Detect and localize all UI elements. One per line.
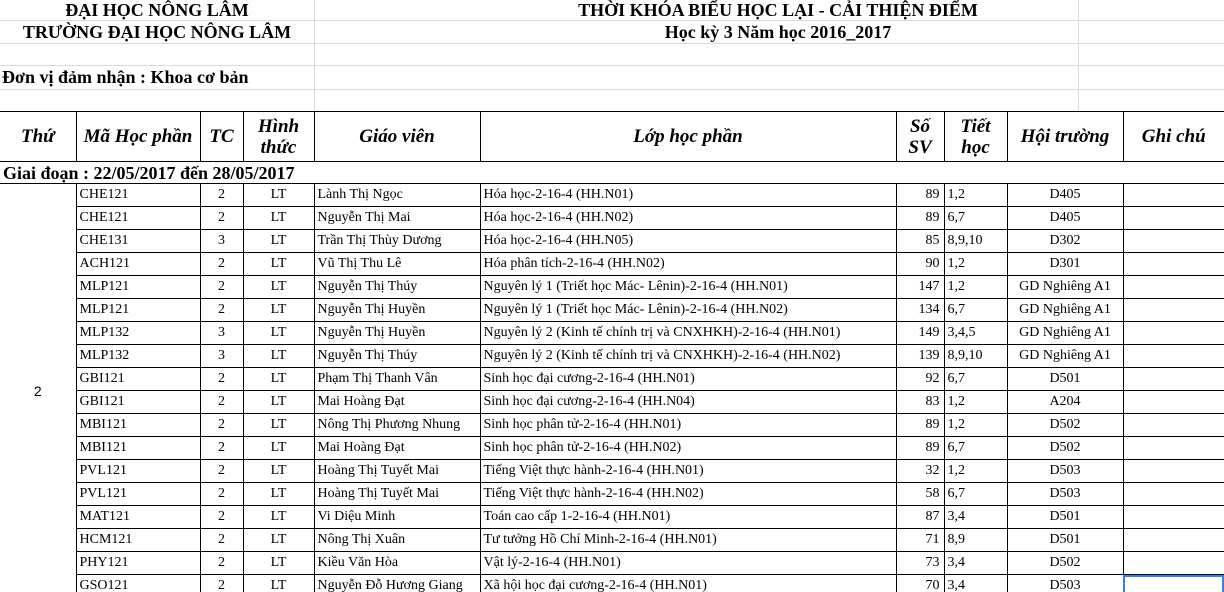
gridline (1078, 0, 1079, 111)
col-header-class[interactable]: Lớp học phần (480, 112, 896, 162)
table-row (0, 207, 1224, 230)
gridline (314, 0, 315, 111)
class-cell[interactable]: Tiếng Việt thực hành-2-16-4 (HH.N01) (480, 460, 896, 483)
credits-cell[interactable]: 2 (200, 368, 243, 391)
format-cell[interactable]: LT (243, 506, 314, 529)
format-cell[interactable]: LT (243, 299, 314, 322)
course-code-cell[interactable]: HCM121 (76, 529, 200, 552)
periods-cell[interactable]: 1,2 (944, 184, 1007, 207)
room-cell[interactable]: D503 (1007, 575, 1123, 592)
course-code-cell[interactable]: MAT121 (76, 506, 200, 529)
teacher-cell[interactable]: Nông Thị Xuân (314, 529, 480, 552)
note-cell[interactable] (1123, 184, 1224, 207)
room-cell[interactable]: D501 (1007, 368, 1123, 391)
col-header-format-line1: Hình (257, 115, 300, 137)
table-row (0, 276, 1224, 299)
table-row (0, 391, 1224, 414)
teacher-cell[interactable]: Trần Thị Thùy Dương (314, 230, 480, 253)
note-cell[interactable] (1123, 230, 1224, 253)
credits-cell[interactable]: 2 (200, 483, 243, 506)
credits-cell[interactable]: 2 (200, 575, 243, 592)
students-cell[interactable]: 90 (896, 253, 944, 276)
students-cell[interactable]: 89 (896, 184, 944, 207)
format-cell[interactable]: LT (243, 437, 314, 460)
class-cell[interactable]: Hóa học-2-16-4 (HH.N01) (480, 184, 896, 207)
column-header-row (0, 112, 1224, 162)
note-cell[interactable] (1123, 299, 1224, 322)
table-row (0, 253, 1224, 276)
stage-label[interactable]: Giai đoạn : 22/05/2017 đến 28/05/2017 (0, 162, 1224, 184)
format-cell[interactable]: LT (243, 575, 314, 592)
col-header-course-code[interactable]: Mã Học phần (76, 112, 200, 162)
students-cell[interactable]: 32 (896, 460, 944, 483)
note-cell[interactable] (1123, 345, 1224, 368)
course-code-cell[interactable]: ACH121 (76, 253, 200, 276)
course-code-cell[interactable]: MLP132 (76, 322, 200, 345)
course-code-cell[interactable]: PHY121 (76, 552, 200, 575)
note-cell[interactable] (1123, 391, 1224, 414)
course-code-cell[interactable]: MBI121 (76, 414, 200, 437)
format-cell[interactable]: LT (243, 529, 314, 552)
class-cell[interactable]: Hóa học-2-16-4 (HH.N05) (480, 230, 896, 253)
students-cell[interactable]: 85 (896, 230, 944, 253)
room-cell[interactable]: D502 (1007, 414, 1123, 437)
room-cell[interactable]: A204 (1007, 391, 1123, 414)
credits-cell[interactable]: 3 (200, 230, 243, 253)
credits-cell[interactable]: 2 (200, 437, 243, 460)
col-header-periods-line1: Tiết (960, 115, 991, 137)
course-code-cell[interactable]: MLP121 (76, 299, 200, 322)
teacher-cell[interactable]: Nguyễn Thị Thúy (314, 345, 480, 368)
credits-cell[interactable]: 2 (200, 276, 243, 299)
format-cell[interactable]: LT (243, 391, 314, 414)
class-cell[interactable]: Sinh học phân tử-2-16-4 (HH.N01) (480, 414, 896, 437)
credits-cell[interactable]: 2 (200, 414, 243, 437)
format-cell[interactable]: LT (243, 483, 314, 506)
table-row (0, 345, 1224, 368)
periods-cell[interactable]: 6,7 (944, 483, 1007, 506)
course-code-cell[interactable]: CHE121 (76, 207, 200, 230)
col-header-format-line2: thức (260, 136, 297, 158)
note-cell[interactable] (1123, 414, 1224, 437)
course-code-cell[interactable]: MLP121 (76, 276, 200, 299)
room-cell[interactable]: D503 (1007, 460, 1123, 483)
stage-row (0, 162, 1224, 184)
teacher-cell[interactable]: Nguyễn Thị Huyền (314, 299, 480, 322)
table-row (0, 230, 1224, 253)
class-cell[interactable]: Nguyên lý 2 (Kinh tế chính trị và CNXHKH)-2-16-4 (HH.N01) (480, 322, 896, 345)
format-cell[interactable]: LT (243, 276, 314, 299)
credits-cell[interactable]: 2 (200, 460, 243, 483)
teacher-cell[interactable]: Nguyễn Thị Mai (314, 207, 480, 230)
course-code-cell[interactable]: GSO121 (76, 575, 200, 592)
students-cell[interactable]: 87 (896, 506, 944, 529)
periods-cell[interactable]: 6,7 (944, 368, 1007, 391)
room-cell[interactable]: D301 (1007, 253, 1123, 276)
schedule-table (0, 111, 1224, 592)
format-cell[interactable]: LT (243, 322, 314, 345)
col-header-periods-line2: học (961, 136, 990, 158)
periods-cell[interactable]: 3,4 (944, 506, 1007, 529)
class-cell[interactable]: Xã hội học đại cương-2-16-4 (HH.N01) (480, 575, 896, 592)
col-header-students[interactable] (896, 112, 944, 162)
room-cell[interactable]: D302 (1007, 230, 1123, 253)
school-name: TRƯỜNG ĐẠI HỌC NÔNG LÂM (22, 22, 292, 42)
class-cell[interactable]: Tiếng Việt thực hành-2-16-4 (HH.N02) (480, 483, 896, 506)
format-cell[interactable]: LT (243, 345, 314, 368)
course-code-cell[interactable]: GBI121 (76, 391, 200, 414)
credits-cell[interactable]: 2 (200, 529, 243, 552)
periods-cell[interactable]: 1,2 (944, 276, 1007, 299)
students-cell[interactable]: 139 (896, 345, 944, 368)
format-cell[interactable]: LT (243, 230, 314, 253)
col-header-students-line2: SV (908, 136, 932, 158)
periods-cell[interactable]: 1,2 (944, 253, 1007, 276)
room-cell[interactable]: D501 (1007, 529, 1123, 552)
col-header-format[interactable] (243, 112, 314, 162)
col-header-day[interactable]: Thứ (0, 112, 76, 162)
credits-cell[interactable]: 2 (200, 552, 243, 575)
note-cell[interactable] (1123, 575, 1224, 592)
note-cell[interactable] (1123, 253, 1224, 276)
department-label: Đơn vị đảm nhận : Khoa cơ bản (2, 67, 249, 87)
room-cell[interactable]: GD Nghiêng A1 (1007, 299, 1123, 322)
course-code-cell[interactable]: GBI121 (76, 368, 200, 391)
col-header-room[interactable]: Hội trường (1007, 112, 1123, 162)
periods-cell[interactable]: 8,9 (944, 529, 1007, 552)
credits-cell[interactable]: 2 (200, 207, 243, 230)
col-header-note[interactable]: Ghi chú (1123, 112, 1224, 162)
note-cell[interactable] (1123, 460, 1224, 483)
table-row (0, 529, 1224, 552)
col-header-teacher[interactable]: Giáo viên (314, 112, 480, 162)
teacher-cell[interactable]: Hoàng Thị Tuyết Mai (314, 483, 480, 506)
format-cell[interactable]: LT (243, 552, 314, 575)
table-row (0, 414, 1224, 437)
course-code-cell[interactable]: MLP132 (76, 345, 200, 368)
note-cell[interactable] (1123, 437, 1224, 460)
students-cell[interactable]: 70 (896, 575, 944, 592)
students-cell[interactable]: 83 (896, 391, 944, 414)
class-cell[interactable]: Tư tưởng Hồ Chí Minh-2-16-4 (HH.N01) (480, 529, 896, 552)
students-cell[interactable]: 58 (896, 483, 944, 506)
note-cell[interactable] (1123, 276, 1224, 299)
credits-cell[interactable]: 2 (200, 506, 243, 529)
room-cell[interactable]: D502 (1007, 552, 1123, 575)
table-row (0, 322, 1224, 345)
room-cell[interactable]: D502 (1007, 437, 1123, 460)
course-code-cell[interactable]: MBI121 (76, 437, 200, 460)
class-cell[interactable]: Hóa phân tích-2-16-4 (HH.N02) (480, 253, 896, 276)
format-cell[interactable]: LT (243, 368, 314, 391)
class-cell[interactable]: Sinh học đại cương-2-16-4 (HH.N04) (480, 391, 896, 414)
class-cell[interactable]: Nguyên lý 1 (Triết học Mác- Lênin)-2-16-4 (HH.N02) (480, 299, 896, 322)
table-row (0, 506, 1224, 529)
course-code-cell[interactable]: CHE121 (76, 184, 200, 207)
class-cell[interactable]: Nguyên lý 2 (Kinh tế chính trị và CNXHKH)-2-16-4 (HH.N02) (480, 345, 896, 368)
note-cell[interactable] (1123, 506, 1224, 529)
periods-cell[interactable]: 1,2 (944, 460, 1007, 483)
gridline (0, 89, 1224, 90)
note-cell[interactable] (1123, 552, 1224, 575)
room-cell[interactable]: D501 (1007, 506, 1123, 529)
teacher-cell[interactable]: Kiều Văn Hòa (314, 552, 480, 575)
teacher-cell[interactable]: Lành Thị Ngọc (314, 184, 480, 207)
table-row (0, 184, 1224, 207)
table-row (0, 299, 1224, 322)
periods-cell[interactable]: 3,4,5 (944, 322, 1007, 345)
note-cell[interactable] (1123, 322, 1224, 345)
class-cell[interactable]: Hóa học-2-16-4 (HH.N02) (480, 207, 896, 230)
periods-cell[interactable]: 3,4 (944, 575, 1007, 592)
course-code-cell[interactable]: PVL121 (76, 460, 200, 483)
note-cell[interactable] (1123, 483, 1224, 506)
teacher-cell[interactable]: Nông Thị Phương Nhung (314, 414, 480, 437)
periods-cell[interactable]: 6,7 (944, 207, 1007, 230)
periods-cell[interactable]: 3,4 (944, 552, 1007, 575)
table-row (0, 437, 1224, 460)
format-cell[interactable]: LT (243, 184, 314, 207)
students-cell[interactable]: 71 (896, 529, 944, 552)
periods-cell[interactable]: 8,9,10 (944, 345, 1007, 368)
periods-cell[interactable]: 6,7 (944, 437, 1007, 460)
table-row (0, 483, 1224, 506)
students-cell[interactable]: 73 (896, 552, 944, 575)
course-code-cell[interactable]: PVL121 (76, 483, 200, 506)
format-cell[interactable]: LT (243, 460, 314, 483)
format-cell[interactable]: LT (243, 207, 314, 230)
note-cell[interactable] (1123, 529, 1224, 552)
room-cell[interactable]: D503 (1007, 483, 1123, 506)
room-cell[interactable]: GD Nghiêng A1 (1007, 345, 1123, 368)
students-cell[interactable]: 89 (896, 437, 944, 460)
credits-cell[interactable]: 2 (200, 253, 243, 276)
note-cell[interactable] (1123, 368, 1224, 391)
credits-cell[interactable]: 3 (200, 345, 243, 368)
table-row (0, 552, 1224, 575)
class-cell[interactable]: Vật lý-2-16-4 (HH.N01) (480, 552, 896, 575)
room-cell[interactable]: GD Nghiêng A1 (1007, 322, 1123, 345)
teacher-cell[interactable]: Vũ Thị Thu Lê (314, 253, 480, 276)
class-cell[interactable]: Toán cao cấp 1-2-16-4 (HH.N01) (480, 506, 896, 529)
room-cell[interactable]: D405 (1007, 207, 1123, 230)
university-name: ĐẠI HỌC NÔNG LÂM (65, 0, 249, 20)
teacher-cell[interactable]: Mai Hoàng Đạt (314, 437, 480, 460)
periods-cell[interactable]: 6,7 (944, 299, 1007, 322)
note-cell[interactable] (1123, 207, 1224, 230)
students-cell[interactable]: 92 (896, 368, 944, 391)
class-cell[interactable]: Sinh học đại cương-2-16-4 (HH.N01) (480, 368, 896, 391)
table-row (0, 460, 1224, 483)
col-header-credits[interactable]: TC (200, 112, 243, 162)
semester-subtitle: Học kỳ 3 Năm học 2016_2017 (664, 22, 892, 42)
format-cell[interactable]: LT (243, 253, 314, 276)
day-cell[interactable]: 2 (0, 184, 76, 592)
students-cell[interactable]: 89 (896, 207, 944, 230)
room-cell[interactable]: D405 (1007, 184, 1123, 207)
students-cell[interactable]: 89 (896, 414, 944, 437)
table-row (0, 575, 1224, 592)
course-code-cell[interactable]: CHE131 (76, 230, 200, 253)
credits-cell[interactable]: 3 (200, 322, 243, 345)
format-cell[interactable]: LT (243, 414, 314, 437)
credits-cell[interactable]: 2 (200, 299, 243, 322)
col-header-periods[interactable] (944, 112, 1007, 162)
teacher-cell[interactable]: Phạm Thị Thanh Vân (314, 368, 480, 391)
class-cell[interactable]: Sinh học phân tử-2-16-4 (HH.N02) (480, 437, 896, 460)
credits-cell[interactable]: 2 (200, 184, 243, 207)
credits-cell[interactable]: 2 (200, 391, 243, 414)
periods-cell[interactable]: 1,2 (944, 391, 1007, 414)
students-cell[interactable]: 149 (896, 322, 944, 345)
teacher-cell[interactable]: Vi Diệu Minh (314, 506, 480, 529)
students-cell[interactable]: 147 (896, 276, 944, 299)
table-row (0, 368, 1224, 391)
room-cell[interactable]: GD Nghiêng A1 (1007, 276, 1123, 299)
teacher-cell[interactable]: Nguyễn Thị Thúy (314, 276, 480, 299)
page-title: THỜI KHÓA BIỂU HỌC LẠI - CẢI THIỆN ĐIỂM (578, 0, 978, 20)
teacher-cell[interactable]: Hoàng Thị Tuyết Mai (314, 460, 480, 483)
students-cell[interactable]: 134 (896, 299, 944, 322)
teacher-cell[interactable]: Nguyễn Đỗ Hương Giang (314, 575, 480, 592)
teacher-cell[interactable]: Nguyễn Thị Huyền (314, 322, 480, 345)
teacher-cell[interactable]: Mai Hoàng Đạt (314, 391, 480, 414)
col-header-students-line1: Số (909, 115, 931, 137)
periods-cell[interactable]: 1,2 (944, 414, 1007, 437)
periods-cell[interactable]: 8,9,10 (944, 230, 1007, 253)
gridline (0, 43, 1224, 44)
class-cell[interactable]: Nguyên lý 1 (Triết học Mác- Lênin)-2-16-4 (HH.N01) (480, 276, 896, 299)
